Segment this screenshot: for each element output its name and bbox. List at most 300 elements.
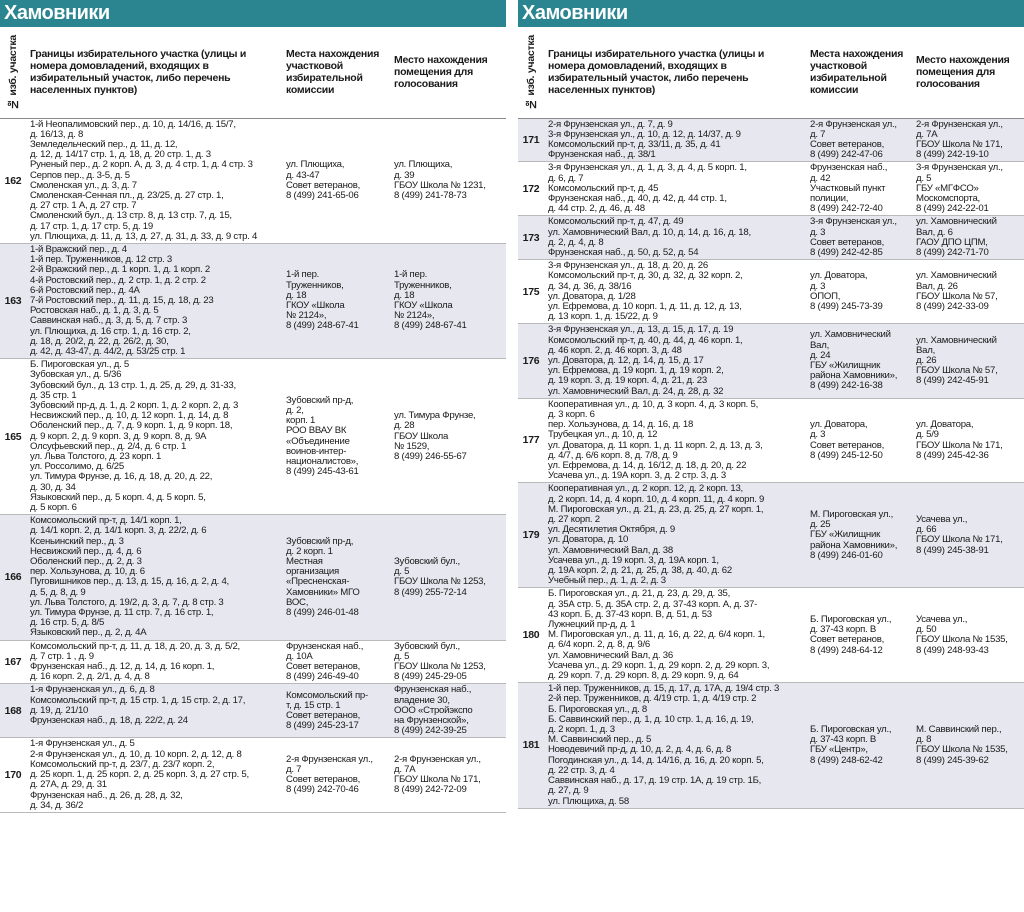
cell-line: Комсомольский пр-т, д. 40, д. 44, д. 46 корп. 1, [548,334,743,346]
cell-line: ГБОУ Школа № 171, [916,534,1003,546]
voting-location [390,738,506,812]
cell-line: 8 (499) 242-33-09 [916,300,989,312]
cell-line: Комсомольский пр-т, д. 11, д. 18, д. 20, д. 3, д. 5/2, [30,640,240,652]
cell-line: Фрунзенская наб., [286,640,364,652]
cell-line: д. 3 корп. 6 [548,408,595,420]
cell-line: Смоленская ул., д. 3, д. 7 [30,179,137,191]
cell-line: ул. Хамовнический [810,329,891,341]
cell-line: д. 7 стр. 1 , д. 9 [30,650,94,662]
cell-line: д. 9 корп. 2, д. 9 корп. 3, д. 9 корп. 8, д. 9А [30,430,207,442]
cell-line: Несвижский пер., д. 10, д. 12 корп. 1, д. 14, д. 8 [30,410,229,422]
cell-line: Языковский пер., д. 2, д. 4А [30,627,147,639]
cell-line: ул. Плющиха, д. 16 стр. 1, д. 16 стр. 2, [30,325,191,337]
cell-line: 8 (499) 242-70-46 [286,784,359,796]
cell-line: националистов», [286,456,359,468]
voting-location [912,683,1024,808]
cell-line: Вал, д. 26 [916,280,958,292]
cell-line: ул. Льва Толстого, д. 19/2, д. 3, д. 7, д. 8 стр. 3 [30,596,224,608]
cell-line: 3-я Фрунзенская ул., д. 18, д. 20, д. 26 [548,260,708,272]
precinct-bounds [26,118,282,243]
cell-line: ГБОУ Школа № 1231, [394,179,486,191]
cell-line: д. 26 [916,354,937,366]
cell-line: ул. Россолимо, д. 6/25 [30,461,124,473]
cell-line: Смоленский бул., д. 13 стр. 8, д. 13 стр. 7, д. 15, [30,210,232,222]
precinct-bounds [26,684,282,738]
cell-line: д. 28 [394,420,415,432]
cell-line: Труженников, [286,279,344,291]
cell-line: № 2124», [286,310,327,322]
table-row [518,324,1024,398]
cell-line: ГБОУ Школа № 171, [916,138,1003,150]
cell-line: 2-я Фрунзенская ул., д. 7, д. 9 [548,118,673,130]
cell-line: Вал, [916,344,935,356]
cell-line: д. 30, д. 34 [30,481,76,493]
cell-line: д. 39 [394,169,415,181]
right-panel [518,0,1024,809]
cell-line: 8 (499) 245-39-62 [916,754,989,766]
cell-line: ул. Доватора, д. 11 корп. 1, д. 11 корп. 2, д. 13, д. 3, [548,439,763,451]
precinct-number: 171 [518,118,544,162]
cell-line: Совет ветеранов, [286,661,361,673]
cell-line: Фрунзенская наб., д. 40, д. 42, д. 44 стр. 1, [548,192,727,204]
cell-line: ул. Десятилетия Октября, д. 9 [548,524,675,536]
cell-line: ул. Доватора, [810,419,868,431]
precinct-number: 167 [0,640,26,684]
cell-line: д. 42 [810,172,831,184]
voting-location [912,324,1024,398]
cell-line: д. 3 [810,280,826,292]
cell-line: 8 (499) 245-23-17 [286,720,359,732]
cell-line: Учебный пер., д. 1, д. 2, д. 3 [548,575,666,587]
voting-location [390,359,506,515]
cell-line: Кооперативная ул., д. 2 корп. 12, д. 2 корп. 13, [548,483,743,495]
cell-line: д. 46 корп. 2, д. 46 корп. 3, д. 48 [548,344,682,356]
cell-line: д. 8 [916,734,932,746]
precinct-number: 168 [0,684,26,738]
precinct-number: 162 [0,118,26,243]
cell-line: ГБОУ Школа № 57, [916,365,998,377]
cell-line: 2-я Фрунзенская ул., [286,753,373,765]
cell-line: 8 (499) 248-93-43 [916,644,989,656]
voting-location [390,640,506,684]
precinct-bounds [544,483,806,588]
table-row [518,683,1024,808]
table-row [518,216,1024,260]
precinct-number: 166 [0,515,26,640]
cell-line: 8 (499) 248-64-12 [810,644,883,656]
cell-line: д. 5 [916,172,932,184]
cell-line: ул. Хамовнический [916,270,997,282]
cell-line: Фрунзенская наб., д. 26, д. 28, д. 32, [30,789,183,801]
table-row [518,483,1024,588]
cell-line: 8 (499) 242-16-38 [810,380,883,392]
cell-line: д. 50 [916,624,937,636]
cell-line: 8 (499) 245-29-05 [394,671,467,683]
cell-line: 8 (499) 242-19-10 [916,149,989,161]
cell-line: ул. Хамовнический Вал, д. 36 [548,649,673,661]
cell-line: д. 2, д. 4, д. 8 [548,236,604,248]
table-row [518,588,1024,683]
cell-line: ул. Тимура Фрунзе, д. 16, д. 18, д. 20, д. 22, [30,471,213,483]
cell-line: ГБУ «Центр», [810,744,868,756]
cell-line: д. 27, д. 9 [548,785,589,797]
precinct-bounds [544,118,806,162]
cell-line: № 2124», [394,310,435,322]
cell-line: Совет ветеранов, [810,138,885,150]
cell-line: 8 (499) 246-49-40 [286,671,359,683]
cell-line: 3-я Фрунзенская ул., [916,162,1003,174]
voting-location [390,515,506,640]
cell-line: Москомспорта, [916,192,980,204]
cell-line: 8 (499) 242-71-70 [916,246,989,258]
cell-line: 3-я Фрунзенская ул., [810,216,897,228]
cell-line: пер. Хользунова, д. 10, д. 6 [30,566,145,578]
cell-line: д. 44 стр. 2, д. 46, д. 48 [548,203,645,215]
table-row [518,260,1024,324]
table-row [518,118,1024,162]
cell-line: т, д. 15 стр. 1 [286,699,341,711]
cell-line: 8 (499) 255-72-14 [394,586,467,598]
cell-line: ул. Доватора, д. 12, д. 14, д. 15, д. 17 [548,354,704,366]
cell-line: д. 5, д. 8, д. 9 [30,586,86,598]
cell-line: д. 2 корп. 1, д. 3 [548,724,615,736]
cell-line: Фрунзенская наб., д. 50, д. 52, д. 54 [548,246,699,258]
cell-line: Фрунзенская наб., [394,684,472,696]
precinct-number: 175 [518,260,544,324]
cell-line: Усачева ул., д. 19 корп. 3, д. 19А корп. 1, [548,554,719,566]
commission-location [806,118,912,162]
precinct-number: 170 [0,738,26,812]
precinct-bounds [26,243,282,358]
cell-line: 1-й пер. Труженников, д. 12 стр. 3 [30,254,172,266]
cell-line: д. 18, д. 20/2, д. 22, д. 26/2, д. 30, [30,335,169,347]
cell-line: Б. Пироговская ул., д. 5 [30,359,130,371]
cell-line: ГБОУ Школа № 1535, [916,744,1008,756]
cell-line: ГБУ «Жилищник [810,529,881,541]
cell-line: на Фрунзенской», [394,715,469,727]
precinct-number: 177 [518,398,544,483]
cell-line: д. 19 корп. 3, д. 19 корп. 4, д. 21, д. 23 [548,375,707,387]
precinct-bounds [544,216,806,260]
cell-line: Комсомольский пр- [286,689,368,701]
cell-line: ул. Плющиха, [394,159,453,171]
cell-line: Б. Пироговская ул., д. 8 [548,703,648,715]
precinct-number: 173 [518,216,544,260]
cell-line: 8 (499) 242-22-01 [916,203,989,215]
cell-line: М. Саввинский пер., д. 5 [548,734,652,746]
cell-line: Фрунзенская наб., д. 12, д. 14, д. 16 корп. 1, [30,661,215,673]
voting-location [912,260,1024,324]
cell-line: ОПОП, [810,290,841,302]
precinct-bounds [544,588,806,683]
cell-line: Смоленская-Сенная пл., д. 23/25, д. 27 стр. 1, [30,189,224,201]
cell-line: корп. 1 [286,415,316,427]
voting-location [912,216,1024,260]
cell-line: ООО «Стройэкспо [394,704,473,716]
cell-line: 8 (499) 242-72-09 [394,784,467,796]
cell-line: 8 (499) 245-12-50 [810,449,883,461]
cell-line: д. 43-47 [286,169,320,181]
table-row [0,359,506,515]
cell-line: Комсомольский пр-т, д. 30, д. 32, д. 32 корп. 2, [548,270,743,282]
cell-line: 2-я Фрунзенская ул., [810,118,897,130]
cell-line: 1-й пер. Труженников, д. 15, д. 17, д. 17А, д. 19/4 стр. 3 [548,683,780,695]
cell-line: воинов-интер- [286,445,347,457]
cell-line: д. 2, [286,405,304,417]
precinct-bounds [26,640,282,684]
cell-line: 8 (499) 242-45-91 [916,375,989,387]
precinct-bounds [544,162,806,216]
cell-line: ГКОУ «Школа [394,300,453,312]
cell-line: д. 16/13, д. 8 [30,128,84,140]
cell-line: Комсомольский пр-т, д. 47, д. 49 [548,216,684,228]
cell-line: д. 12, д. 14/17 стр. 1, д. 18, д. 20 стр. 1, д. 3 [30,149,211,161]
cell-line: 2-я Фрунзенская ул., д. 10, д. 10 корп. 2, д. 12, д. 8 [30,748,242,760]
voting-location [390,118,506,243]
cell-line: д. 18 [394,289,415,301]
cell-line: ГБУ «Жилищник [810,360,881,372]
cell-line: д. 19, д. 21/10 [30,704,89,716]
cell-line: ГБУ «МГФСО» [916,182,979,194]
cell-line: ГБОУ Школа [394,430,449,442]
cell-line: 8 (499) 242-47-06 [810,149,883,161]
cell-line: Комсомольский пр-т, д. 45 [548,182,659,194]
commission-location [282,640,390,684]
voting-location [912,398,1024,483]
cell-line: Б. Пироговская ул., [810,613,892,625]
cell-line: д. 29 корп. 7, д. 29 корп. 8, д. 29 корп. 9, д. 64 [548,670,739,682]
cell-line: д. 6, д. 7 [548,172,584,184]
cell-line: д. 35А стр. 5, д. 35А стр. 2, д. 37-43 корп. А, д. 37- [548,598,758,610]
cell-line: Пуговишников пер., д. 13, д. 15, д. 16, д. 2, д. 4, [30,576,229,588]
polling-table [0,27,506,813]
cell-line: Лужнецкий пр-д, д. 1 [548,619,636,631]
left-panel [0,0,506,813]
cell-line: ГБОУ Школа № 171, [916,439,1003,451]
cell-line: ул. Хамовнический Вал, д. 10, д. 14, д. 16, д. 18, [548,226,751,238]
cell-line: Ксеньинский пер., д. 3 [30,535,124,547]
precinct-number: 172 [518,162,544,216]
cell-line: д. 5 [394,650,410,662]
cell-line: 1-я Фрунзенская ул., д. 5 [30,738,135,750]
cell-line: ул. Хамовнический [916,216,997,228]
header-bounds: Границы избирательного участка (улицы и номера домовладений, входящих в избирательный участок, либо перечень населенных пунктов) [26,27,282,118]
cell-line: 2-й пер. Труженников, д. 4/19 стр. 1, д. 4/19 стр. 2 [548,693,757,705]
cell-line: 8 (499) 245-42-36 [916,449,989,461]
cell-line: д. 14/1 корп. 2, д. 14/1 корп. 3, д. 22/2, д. 6 [30,525,207,537]
cell-line: Совет ветеранов, [810,236,885,248]
cell-line: 2-я Фрунзенская ул., [916,118,1003,130]
commission-location [806,162,912,216]
cell-line: владение 30, [394,694,450,706]
cell-line: 3-я Фрунзенская ул., д. 1, д. 3, д. 4, д. 5 корп. 1, [548,162,747,174]
cell-line: 8 (499) 245-38-91 [916,544,989,556]
voting-location [390,684,506,738]
cell-line: д. 16 корп. 2, д. 2/1, д. 4, д. 8 [30,671,150,683]
cell-line: Комсомольский пр-т, д. 33/11, д. 35, д. 41 [548,138,721,150]
cell-line: Зубовский бул., [394,640,460,652]
table-row [518,398,1024,483]
table-row [0,684,506,738]
cell-line: ул. Плющиха, д. 11, д. 13, д. 27, д. 31, д. 33, д. 9 стр. 4 [30,230,258,242]
cell-line: 8 (499) 248-67-41 [394,320,467,332]
polling-table [518,27,1024,809]
cell-line: Усачева ул., [916,514,968,526]
cell-line: Усачева ул., д. 19А корп. 3, д. 2 стр. 3, д. 3 [548,470,726,482]
precinct-bounds [544,324,806,398]
cell-line: ГКОУ «Школа [286,300,345,312]
voting-location [912,118,1024,162]
precinct-number: 179 [518,483,544,588]
commission-location [282,359,390,515]
table-row [0,243,506,358]
cell-line: Б. Пироговская ул., [810,724,892,736]
cell-line: д. 34, д. 36/2 [30,799,84,811]
cell-line: ГБОУ Школа № 57, [916,290,998,302]
cell-line: ул. Доватора, д. 10 [548,534,629,546]
cell-line: Б. Пироговская ул., д. 21, д. 23, д. 29, д. 35, [548,588,731,600]
cell-line: 1-й пер. [394,269,428,281]
table-row [0,515,506,640]
cell-line: ВОС, [286,596,309,608]
cell-line: ул. Плющиха, д. 58 [548,795,629,807]
cell-line: д. 16 стр. 5, д. 8/5 [30,617,105,629]
cell-line: д. 24 [810,349,831,361]
cell-line: Оболенский пер., д. 7, д. 9 корп. 1, д. 9 корп. 18, [30,420,233,432]
cell-line: д. 5 корп. 6 [30,502,77,514]
cell-line: Совет ветеранов, [286,179,361,191]
cell-line: Фрунзенская наб., д. 38/1 [548,149,656,161]
cell-line: «Пресненская- [286,576,350,588]
cell-line: д. 10А [286,650,313,662]
precinct-bounds [26,738,282,812]
voting-location [912,483,1024,588]
table-row [0,738,506,812]
cell-line: 8 (499) 246-01-60 [810,549,883,561]
header-commission: Места нахождения участковой избирательной комиссии [806,27,912,118]
precinct-number: 181 [518,683,544,808]
cell-line: д. 7А [916,128,938,140]
cell-line: 8 (499) 248-67-41 [286,320,359,332]
cell-line: Фрунзенская наб., [810,162,888,174]
commission-location [282,118,390,243]
cell-line: Комсомольский пр-т, д. 23/7, д. 23/7 корп. 2, [30,758,215,770]
commission-location [282,243,390,358]
cell-line: д. 25 [810,519,831,531]
cell-line: Зубовский пр-д, [286,535,354,547]
cell-line: ГБОУ Школа № 1253, [394,661,486,673]
precinct-number: 163 [0,243,26,358]
cell-line: района Хамовники», [810,539,898,551]
voting-location [912,162,1024,216]
cell-line: д. 7А [394,763,416,775]
cell-line: 3-я Фрунзенская ул., д. 13, д. 15, д. 17, д. 19 [548,324,734,336]
cell-line: М. Пироговская ул., д. 11, д. 16, д. 22, д. 6/4 корп. 1, [548,629,765,641]
cell-line: д. 3 [810,226,826,238]
cell-line: 3-я Фрунзенская ул., д. 10, д. 12, д. 14/37, д. 9 [548,128,741,140]
cell-line: д. 22 стр. 3, д. 4 [548,764,615,776]
commission-location [806,398,912,483]
cell-line: Комсомольский пр-т, д. 15 стр. 1, д. 15 стр. 2, д. 17, [30,694,246,706]
header-bounds: Границы избирательного участка (улицы и номера домовладений, входящих в избирательный участок, либо перечень населенных пунктов) [544,27,806,118]
cell-line: д. 6/4 корп. 2, д. 8, д. 9/6 [548,639,650,651]
cell-line: д. 42, д. 43-47, д. 44/2, д. 53/25 стр. 1 [30,345,186,357]
cell-line: ГБОУ Школа № 1535, [916,634,1008,646]
cell-line: 6-й Ростовский пер., д. 4А [30,284,140,296]
cell-line: 43 корп. Б, д. 37-43 корп. В, д. 51, д. 53 [548,608,712,620]
commission-location [806,260,912,324]
cell-line: ул. Плющиха, [286,159,345,171]
cell-line: Олсуфьевский пер., д. 2/4, д. 6 стр. 1 [30,440,187,452]
cell-line: 8 (499) 246-55-67 [394,451,467,462]
cell-line: д. 4/7, д. 6/6 корп. 8, д. 7/8, д. 9 [548,449,678,461]
voting-location [912,588,1024,683]
cell-line: 1-й Вражский пер., д. 4 [30,243,127,255]
cell-line: 8 (499) 246-01-48 [286,607,359,619]
cell-line: Совет ветеранов, [286,774,361,786]
cell-line: Участковый пункт [810,182,886,194]
cell-line: Земледельческий пер., д. 11, д. 12, [30,138,178,150]
cell-line: Серпов пер., д. 3-5, д. 5 [30,169,130,181]
district-title: Хамовники [0,0,506,27]
cell-line: М. Саввинский пер., [916,724,1002,736]
precinct-bounds [544,260,806,324]
cell-line: района Хамовники», [810,370,898,382]
cell-line: ул. Хамовнический Вал, д. 38 [548,544,673,556]
cell-line: Вал, [810,339,829,351]
cell-line: 8 (499) 242-72-40 [810,203,883,215]
cell-line: д. 13 корп. 1, д. 15/22, д. 9 [548,311,658,323]
precinct-number: 176 [518,324,544,398]
cell-line: д. 37-43 корп. В [810,734,877,746]
district-title: Хамовники [518,0,1024,27]
table-row [0,118,506,243]
table-row [0,640,506,684]
cell-line: д. 25 корп. 1, д. 25 корп. 2, д. 25 корп. 3, д. 27 стр. 5, [30,769,249,781]
cell-line: 1-я Фрунзенская ул., д. 6, д. 8 [30,684,155,696]
cell-line: 2-й Вражский пер., д. 1 корп. 1, д. 1 корп. 2 [30,264,210,276]
cell-line: ул. Хамовнический [916,334,997,346]
commission-location [282,515,390,640]
commission-location [806,588,912,683]
precinct-bounds [26,515,282,640]
cell-line: д. 27 стр. 1 А, д. 27 стр. 7 [30,200,137,212]
cell-line: д. 2 корп. 14, д. 4 корп. 10, д. 4 корп. 11, д. 4 корп. 9 [548,493,765,505]
cell-line: 8 (499) 242-42-85 [810,246,883,258]
cell-line: 8 (499) 241-78-73 [394,189,467,201]
cell-line: ул. Тимура Фрунзе, [394,410,476,422]
cell-line: д. 66 [916,524,937,536]
cell-line: д. 27 корп. 2 [548,514,600,526]
cell-line: Несвижский пер., д. 4, д. 6 [30,545,142,557]
cell-line: № 1529, [394,440,430,452]
cell-line: д. 5 [394,566,410,578]
header-num: № изб. участка [518,27,544,118]
cell-line: д. 35 стр. 1 [30,389,77,401]
cell-line: 1-й пер. [286,269,320,281]
cell-line: ул. Тимура Фрунзе, д. 11 стр. 7, д. 16 стр. 1, [30,607,214,619]
cell-line: Зубовский пр-д, [286,394,354,406]
cell-line: организация [286,566,339,578]
cell-line: д. 37-43 корп. В [810,624,877,636]
cell-line: д. 7 [810,128,826,140]
table-row [518,162,1024,216]
cell-line: Вал, д. 6 [916,226,953,238]
cell-line: М. Пироговская ул., д. 21, д. 23, д. 25, д. 27 корп. 1, [548,503,764,515]
cell-line: 8 (499) 241-65-06 [286,189,359,201]
cell-line: ул. Доватора, [916,419,974,431]
cell-line: ул. Доватора, д. 1/28 [548,290,636,302]
